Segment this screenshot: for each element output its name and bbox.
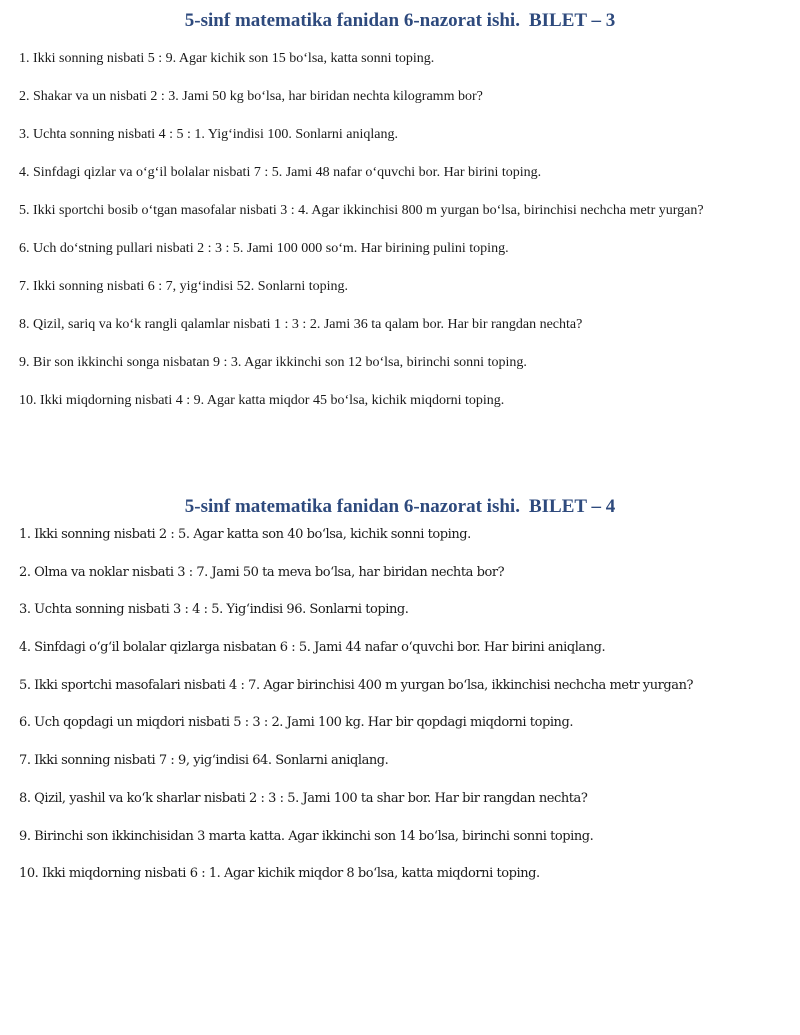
question-item: 6. Uch qopdagi un miqdori nisbati 5 : 3 : 2. Jami 100 kg. Har bir qopdagi miqdorni toping. xyxy=(19,715,574,731)
question-item: 6. Uch do‘stning pullari nisbati 2 : 3 : 5. Jami 100 000 so‘m. Har birining pulini toping. xyxy=(19,241,509,256)
question-item: 10. Ikki miqdorning nisbati 6 : 1. Agar kichik miqdor 8 bo‘lsa, katta miqdorni toping. xyxy=(19,866,540,882)
question-item: 2. Olma va noklar nisbati 3 : 7. Jami 50 ta meva bo‘lsa, har biridan nechta bor? xyxy=(19,564,505,580)
question-item: 2. Shakar va un nisbati 2 : 3. Jami 50 kg bo‘lsa, har biridan nechta kilogramm bor? xyxy=(19,89,483,104)
ticket-title xyxy=(0,496,800,518)
question-item: 7. Ikki sonning nisbati 7 : 9, yig‘indisi 64. Sonlarni aniqlang. xyxy=(19,753,389,769)
question-item: 1. Ikki sonning nisbati 5 : 9. Agar kichik son 15 bo‘lsa, katta sonni toping. xyxy=(19,51,435,66)
question-list xyxy=(0,51,800,431)
question-item: 9. Bir son ikkinchi songa nisbatan 9 : 3. Agar ikkinchi son 12 bo‘lsa, birinchi sonni toping. xyxy=(19,355,527,370)
question-item: 5. Ikki sportchi bosib o‘tgan masofalar nisbati 3 : 4. Agar ikkinchisi 800 m yurgan bo‘lsa, birinchisi nechcha metr yurgan? xyxy=(19,203,704,218)
question-item: 7. Ikki sonning nisbati 6 : 7, yig‘indisi 52. Sonlarni toping. xyxy=(19,279,348,294)
question-item: 3. Uchta sonning nisbati 3 : 4 : 5. Yig‘indisi 96. Sonlarni toping. xyxy=(19,602,409,618)
question-list xyxy=(0,527,800,904)
question-item: 3. Uchta sonning nisbati 4 : 5 : 1. Yig‘indisi 100. Sonlarni aniqlang. xyxy=(19,127,399,142)
title-main: 5-sinf matematika fanidan 6-nazorat ishi. xyxy=(184,496,520,517)
question-item: 8. Qizil, yashil va ko‘k sharlar nisbati 2 : 3 : 5. Jami 100 ta shar bor. Har bir rangdan nechta? xyxy=(19,790,588,806)
question-item: 10. Ikki miqdorning nisbati 4 : 9. Agar katta miqdor 45 bo‘lsa, kichik miqdorni toping. xyxy=(19,393,505,408)
title-ticket-number: BILET – 4 xyxy=(528,496,616,517)
title-main: 5-sinf matematika fanidan 6-nazorat ishi. xyxy=(184,10,520,31)
question-item: 9. Birinchi son ikkinchisidan 3 marta katta. Agar ikkinchi son 14 bo‘lsa, birinchi sonni toping. xyxy=(19,828,594,844)
ticket-bilet-4 xyxy=(0,496,800,904)
question-item: 5. Ikki sportchi masofalari nisbati 4 : 7. Agar birinchisi 400 m yurgan bo‘lsa, ikkinchisi nechcha metr yurgan? xyxy=(19,677,694,693)
question-item: 4. Sinfdagi o‘g‘il bolalar qizlarga nisbatan 6 : 5. Jami 44 nafar o‘quvchi bor. Har birini aniqlang. xyxy=(19,640,606,656)
ticket-bilet-3 xyxy=(0,10,800,431)
question-item: 8. Qizil, sariq va ko‘k rangli qalamlar nisbati 1 : 3 : 2. Jami 36 ta qalam bor. Har bir rangdan nechta? xyxy=(19,317,583,332)
ticket-title xyxy=(0,10,800,32)
question-item: 1. Ikki sonning nisbati 2 : 5. Agar katta son 40 bo‘lsa, kichik sonni toping. xyxy=(19,527,471,542)
title-ticket-number: BILET – 3 xyxy=(528,10,616,31)
question-item: 4. Sinfdagi qizlar va o‘g‘il bolalar nisbati 7 : 5. Jami 48 nafar o‘quvchi bor. Har birini toping. xyxy=(19,165,542,180)
